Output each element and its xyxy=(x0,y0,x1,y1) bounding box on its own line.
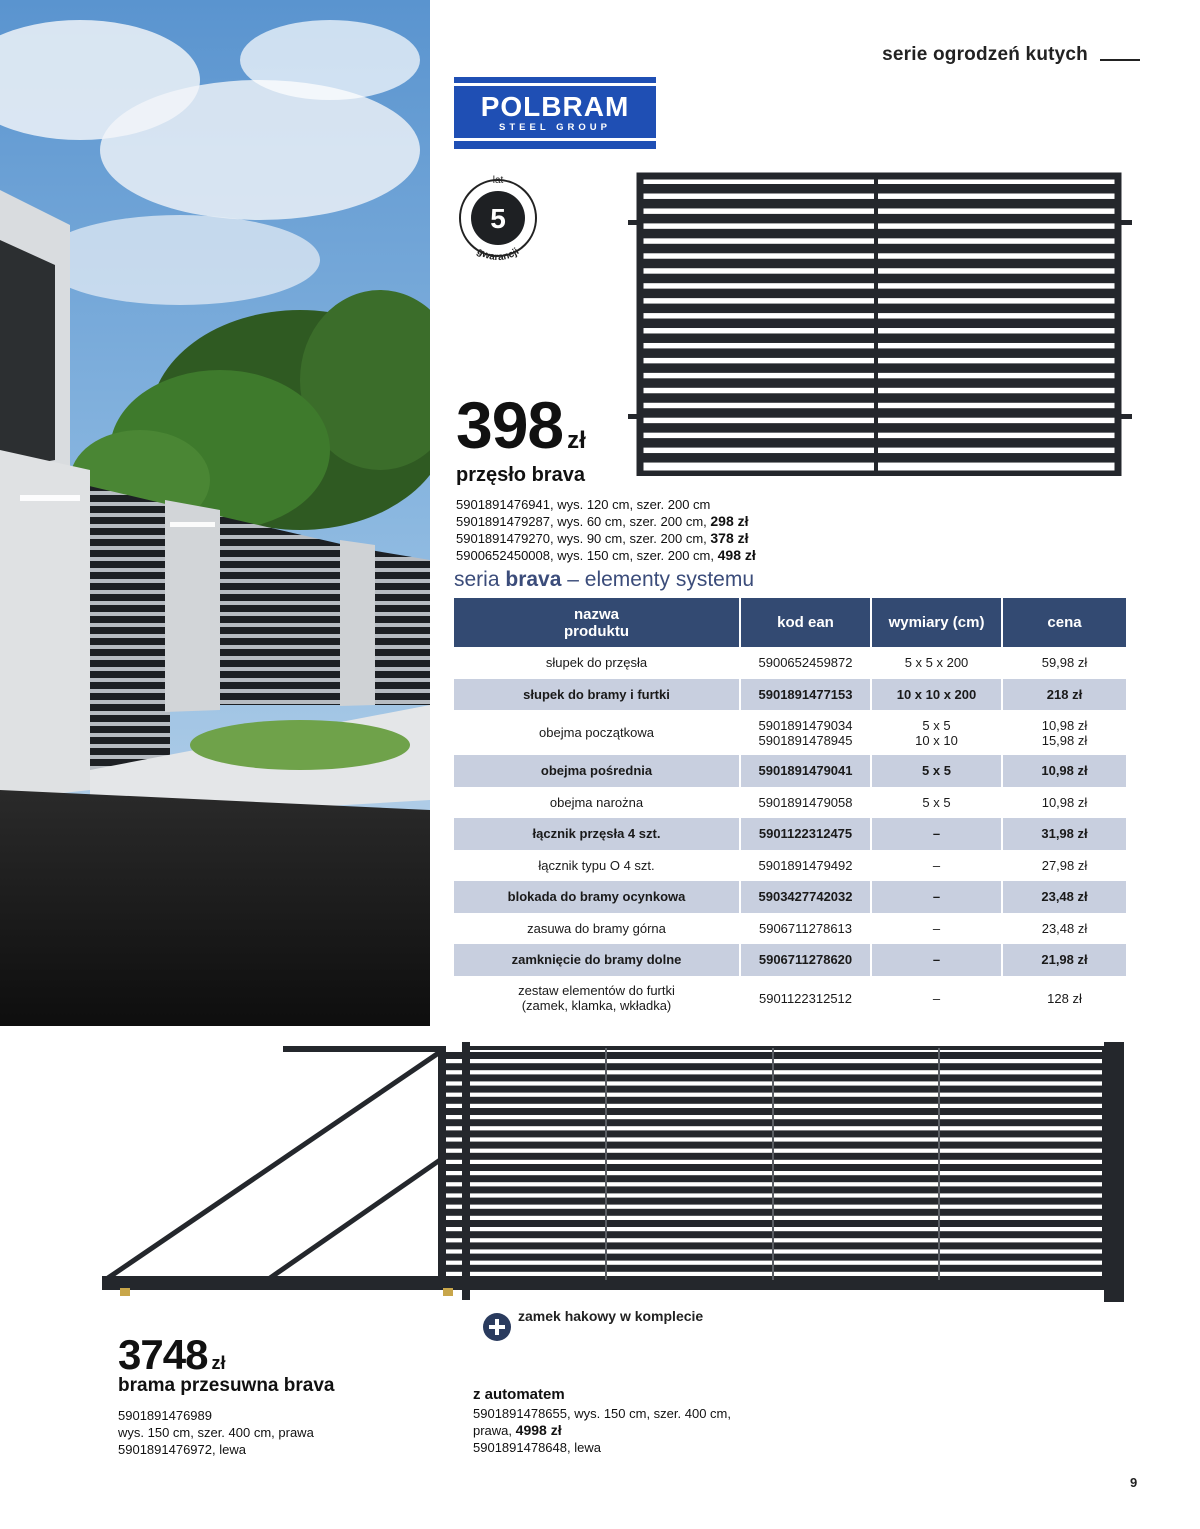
sliding-gate-drawing xyxy=(100,1038,1130,1308)
gate-slat xyxy=(444,1130,1106,1137)
system-elements-table xyxy=(454,598,1126,1021)
panel-variant-price: 498 zł xyxy=(717,547,756,563)
warranty-badge xyxy=(452,172,544,264)
gate-wheel xyxy=(443,1288,453,1296)
panel-price-value: 398 xyxy=(456,388,564,462)
panel-slat xyxy=(642,259,1116,269)
gate-slat xyxy=(444,1254,1106,1261)
cell-price: 128 zł xyxy=(1047,990,1082,1006)
cell-price: 218 zł xyxy=(1003,679,1126,711)
cell-product-name: obejma narożna xyxy=(454,787,741,819)
table-row xyxy=(454,679,1126,711)
gate-price-currency: zł xyxy=(211,1353,226,1373)
cell-product-name: słupek do bramy i furtki xyxy=(454,679,741,711)
cell-dimensions: – xyxy=(872,850,1003,882)
automation-variant-side: prawa, xyxy=(473,1423,513,1438)
gate-wheel xyxy=(120,1288,130,1296)
gate-slat xyxy=(444,1108,1106,1115)
cell-dimensions: – xyxy=(872,818,1003,850)
panel-slat xyxy=(642,378,1116,388)
gate-slat xyxy=(444,1220,1106,1227)
warranty-bottom: gwarancji xyxy=(474,246,522,264)
panel-price xyxy=(456,388,586,462)
cell-product-name: łącznik typu O 4 szt. xyxy=(454,850,741,882)
panel-slat xyxy=(642,423,1116,433)
cell-ean: 5901122312512 xyxy=(741,976,872,1021)
column-header-ean: kod ean xyxy=(741,598,872,647)
gate-slat xyxy=(444,1209,1106,1216)
logo-subtext: STEEL GROUP xyxy=(499,122,611,133)
gate-slat xyxy=(444,1153,1106,1160)
series-title: serie ogrodzeń kutych xyxy=(882,44,1088,65)
panel-slat xyxy=(642,199,1116,209)
system-section-title xyxy=(454,568,754,592)
gate-price-value: 3748 xyxy=(118,1331,208,1378)
gate-automation-title: z automatem xyxy=(473,1386,565,1403)
table-row xyxy=(454,944,1126,976)
column-header-name: nazwa produktu xyxy=(454,598,741,647)
cell-dimensions: – xyxy=(872,881,1003,913)
gate-slat xyxy=(444,1164,1106,1171)
panel-variant-text: 5901891479270, wys. 90 cm, szer. 200 cm, xyxy=(456,531,707,546)
panel-slat xyxy=(642,438,1116,448)
panel-slat xyxy=(642,274,1116,284)
panel-bracket xyxy=(628,220,642,225)
cell-dimensions: 5 x 5 xyxy=(872,755,1003,787)
gate-top-rail xyxy=(283,1046,443,1052)
gate-slat xyxy=(444,1265,1106,1272)
logo-text: POLBRAM xyxy=(480,91,630,122)
cell-price: 23,48 zł xyxy=(1003,881,1126,913)
table-row xyxy=(454,755,1126,787)
panel-variants xyxy=(456,496,756,564)
gate-variant-line: 5901891476989 xyxy=(118,1408,212,1423)
column-header-dimensions: wymiary (cm) xyxy=(872,598,1003,647)
gate-end-post xyxy=(1104,1042,1124,1302)
panel-slat xyxy=(642,319,1116,329)
fence-panel-drawing xyxy=(628,170,1132,476)
header-rule xyxy=(1100,59,1140,61)
panel-variant-text: 5901891476941, wys. 120 cm, szer. 200 cm xyxy=(456,497,711,512)
panel-slat xyxy=(642,363,1116,373)
cell-ean: 5901891479058 xyxy=(741,787,872,819)
polbram-logo xyxy=(454,77,656,149)
panel-product-name: przęsło brava xyxy=(456,464,585,486)
gate-slat xyxy=(444,1175,1106,1182)
panel-slat xyxy=(642,393,1116,403)
panel-bracket xyxy=(1118,220,1132,225)
cell-dimensions: – xyxy=(872,913,1003,945)
panel-variant-price: 378 zł xyxy=(710,530,749,546)
cell-product-name: zasuwa do bramy górna xyxy=(454,913,741,945)
panel-slat xyxy=(642,333,1116,343)
table-row xyxy=(454,647,1126,679)
gate-diagonal xyxy=(108,1052,440,1278)
cell-ean: 5901122312475 xyxy=(741,818,872,850)
table-row xyxy=(454,818,1126,850)
cell-price: 10,98 zł xyxy=(1041,794,1088,810)
panel-variant-line xyxy=(456,513,756,530)
gate-slat xyxy=(444,1097,1106,1104)
gate-price xyxy=(118,1331,226,1378)
panel-variant-text: 5900652450008, wys. 150 cm, szer. 200 cm, xyxy=(456,548,714,563)
panel-bracket xyxy=(1118,414,1132,419)
warranty-number: 5 xyxy=(490,203,506,234)
gate-slat xyxy=(444,1063,1106,1070)
column-header-price: cena xyxy=(1003,598,1126,647)
cell-price: 23,48 zł xyxy=(1041,920,1088,936)
panel-slat xyxy=(642,229,1116,239)
gate-divider xyxy=(772,1048,774,1280)
panel-slat xyxy=(642,184,1116,194)
cell-product-name: obejma początkowa xyxy=(454,710,741,755)
cell-dimensions: – xyxy=(872,976,1003,1021)
panel-bracket xyxy=(628,414,642,419)
gate-variant-line: wys. 150 cm, szer. 400 cm, prawa xyxy=(118,1425,314,1440)
gate-divider xyxy=(605,1048,607,1280)
automation-variant-price: 4998 zł xyxy=(515,1422,562,1438)
gate-variant-line: 5901891476972, lewa xyxy=(118,1442,246,1457)
system-name: brava xyxy=(505,568,562,591)
table-row xyxy=(454,881,1126,913)
cell-ean: 5901891479034 5901891478945 xyxy=(741,710,872,755)
panel-variant-price: 298 zł xyxy=(710,513,749,529)
cell-price: 10,98 zł 15,98 zł xyxy=(1041,717,1088,748)
panel-variant-text: 5901891479287, wys. 60 cm, szer. 200 cm, xyxy=(456,514,707,529)
panel-slat xyxy=(642,348,1116,358)
cell-product-name: blokada do bramy ocynkowa xyxy=(454,881,741,913)
gate-slat xyxy=(444,1242,1106,1249)
page-number: 9 xyxy=(1130,1475,1138,1490)
automation-variant-line: 5901891478648, lewa xyxy=(473,1440,601,1455)
table-row xyxy=(454,913,1126,945)
table-row xyxy=(454,787,1126,819)
table-row xyxy=(454,710,1126,755)
cell-price: 21,98 zł xyxy=(1003,944,1126,976)
logo-stripe xyxy=(454,83,656,86)
table-row xyxy=(454,850,1126,882)
panel-slat xyxy=(642,214,1116,224)
plus-icon xyxy=(482,1312,512,1342)
cell-dimensions: 10 x 10 x 200 xyxy=(872,679,1003,711)
warranty-top: lat xyxy=(492,175,504,186)
logo-stripe xyxy=(454,138,656,141)
panel-slat xyxy=(642,453,1116,463)
cell-price: 31,98 zł xyxy=(1003,818,1126,850)
panel-slat xyxy=(642,289,1116,299)
cell-price: 10,98 zł xyxy=(1003,755,1126,787)
gate-slat xyxy=(444,1119,1106,1126)
gate-slat xyxy=(444,1186,1106,1193)
gate-slat xyxy=(444,1231,1106,1238)
panel-variant-line xyxy=(456,496,756,513)
panel-slat xyxy=(642,244,1116,254)
cell-price: 27,98 zł xyxy=(1041,857,1088,873)
gate-variants xyxy=(118,1407,314,1458)
gate-lock-note: zamek hakowy w komplecie xyxy=(518,1308,704,1324)
cell-ean: 5900652459872 xyxy=(741,647,872,679)
system-prefix: seria xyxy=(454,568,500,591)
panel-slat xyxy=(642,304,1116,314)
cell-ean: 5901891479492 xyxy=(741,850,872,882)
cell-dimensions: – xyxy=(872,944,1003,976)
cell-price: 59,98 zł xyxy=(1041,655,1088,671)
automation-variant-line: 5901891478655, wys. 150 cm, szer. 400 cm, xyxy=(473,1406,731,1421)
gate-slat xyxy=(444,1086,1106,1093)
cell-ean: 5903427742032 xyxy=(741,881,872,913)
automation-variant-line xyxy=(473,1422,731,1439)
panel-slat xyxy=(642,408,1116,418)
fence-photo xyxy=(0,0,430,1026)
gate-automation-variants xyxy=(473,1405,731,1456)
gate-slat xyxy=(444,1074,1106,1081)
cell-product-name: zestaw elementów do furtki (zamek, klamka, wkładka) xyxy=(454,976,741,1021)
svg-text:gwarancji xyxy=(475,246,522,263)
gate-slat xyxy=(444,1052,1106,1059)
table-row xyxy=(454,976,1126,1021)
cell-dimensions: 5 x 5 xyxy=(872,787,1003,819)
cell-ean: 5906711278613 xyxy=(741,913,872,945)
cell-product-name: zamknięcie do bramy dolne xyxy=(454,944,741,976)
panel-variant-line xyxy=(456,530,756,547)
gate-slat xyxy=(444,1142,1106,1149)
cell-product-name: łącznik przęsła 4 szt. xyxy=(454,818,741,850)
cell-dimensions: 5 x 5 x 200 xyxy=(872,647,1003,679)
panel-price-currency: zł xyxy=(567,427,586,454)
gate-product-name: brama przesuwna brava xyxy=(118,1375,335,1396)
table-header-row xyxy=(454,598,1126,647)
gate-diagonal xyxy=(270,1160,440,1278)
cell-ean: 5901891477153 xyxy=(741,679,872,711)
cell-dimensions: 5 x 5 10 x 10 xyxy=(872,710,1003,755)
system-suffix: – elementy systemu xyxy=(561,568,755,591)
gate-divider xyxy=(938,1048,940,1280)
panel-variant-line xyxy=(456,547,756,564)
cell-product-name: słupek do przęsła xyxy=(454,647,741,679)
gate-slat xyxy=(444,1198,1106,1205)
cell-ean: 5901891479041 xyxy=(741,755,872,787)
cell-product-name: obejma pośrednia xyxy=(454,755,741,787)
cell-ean: 5906711278620 xyxy=(741,944,872,976)
